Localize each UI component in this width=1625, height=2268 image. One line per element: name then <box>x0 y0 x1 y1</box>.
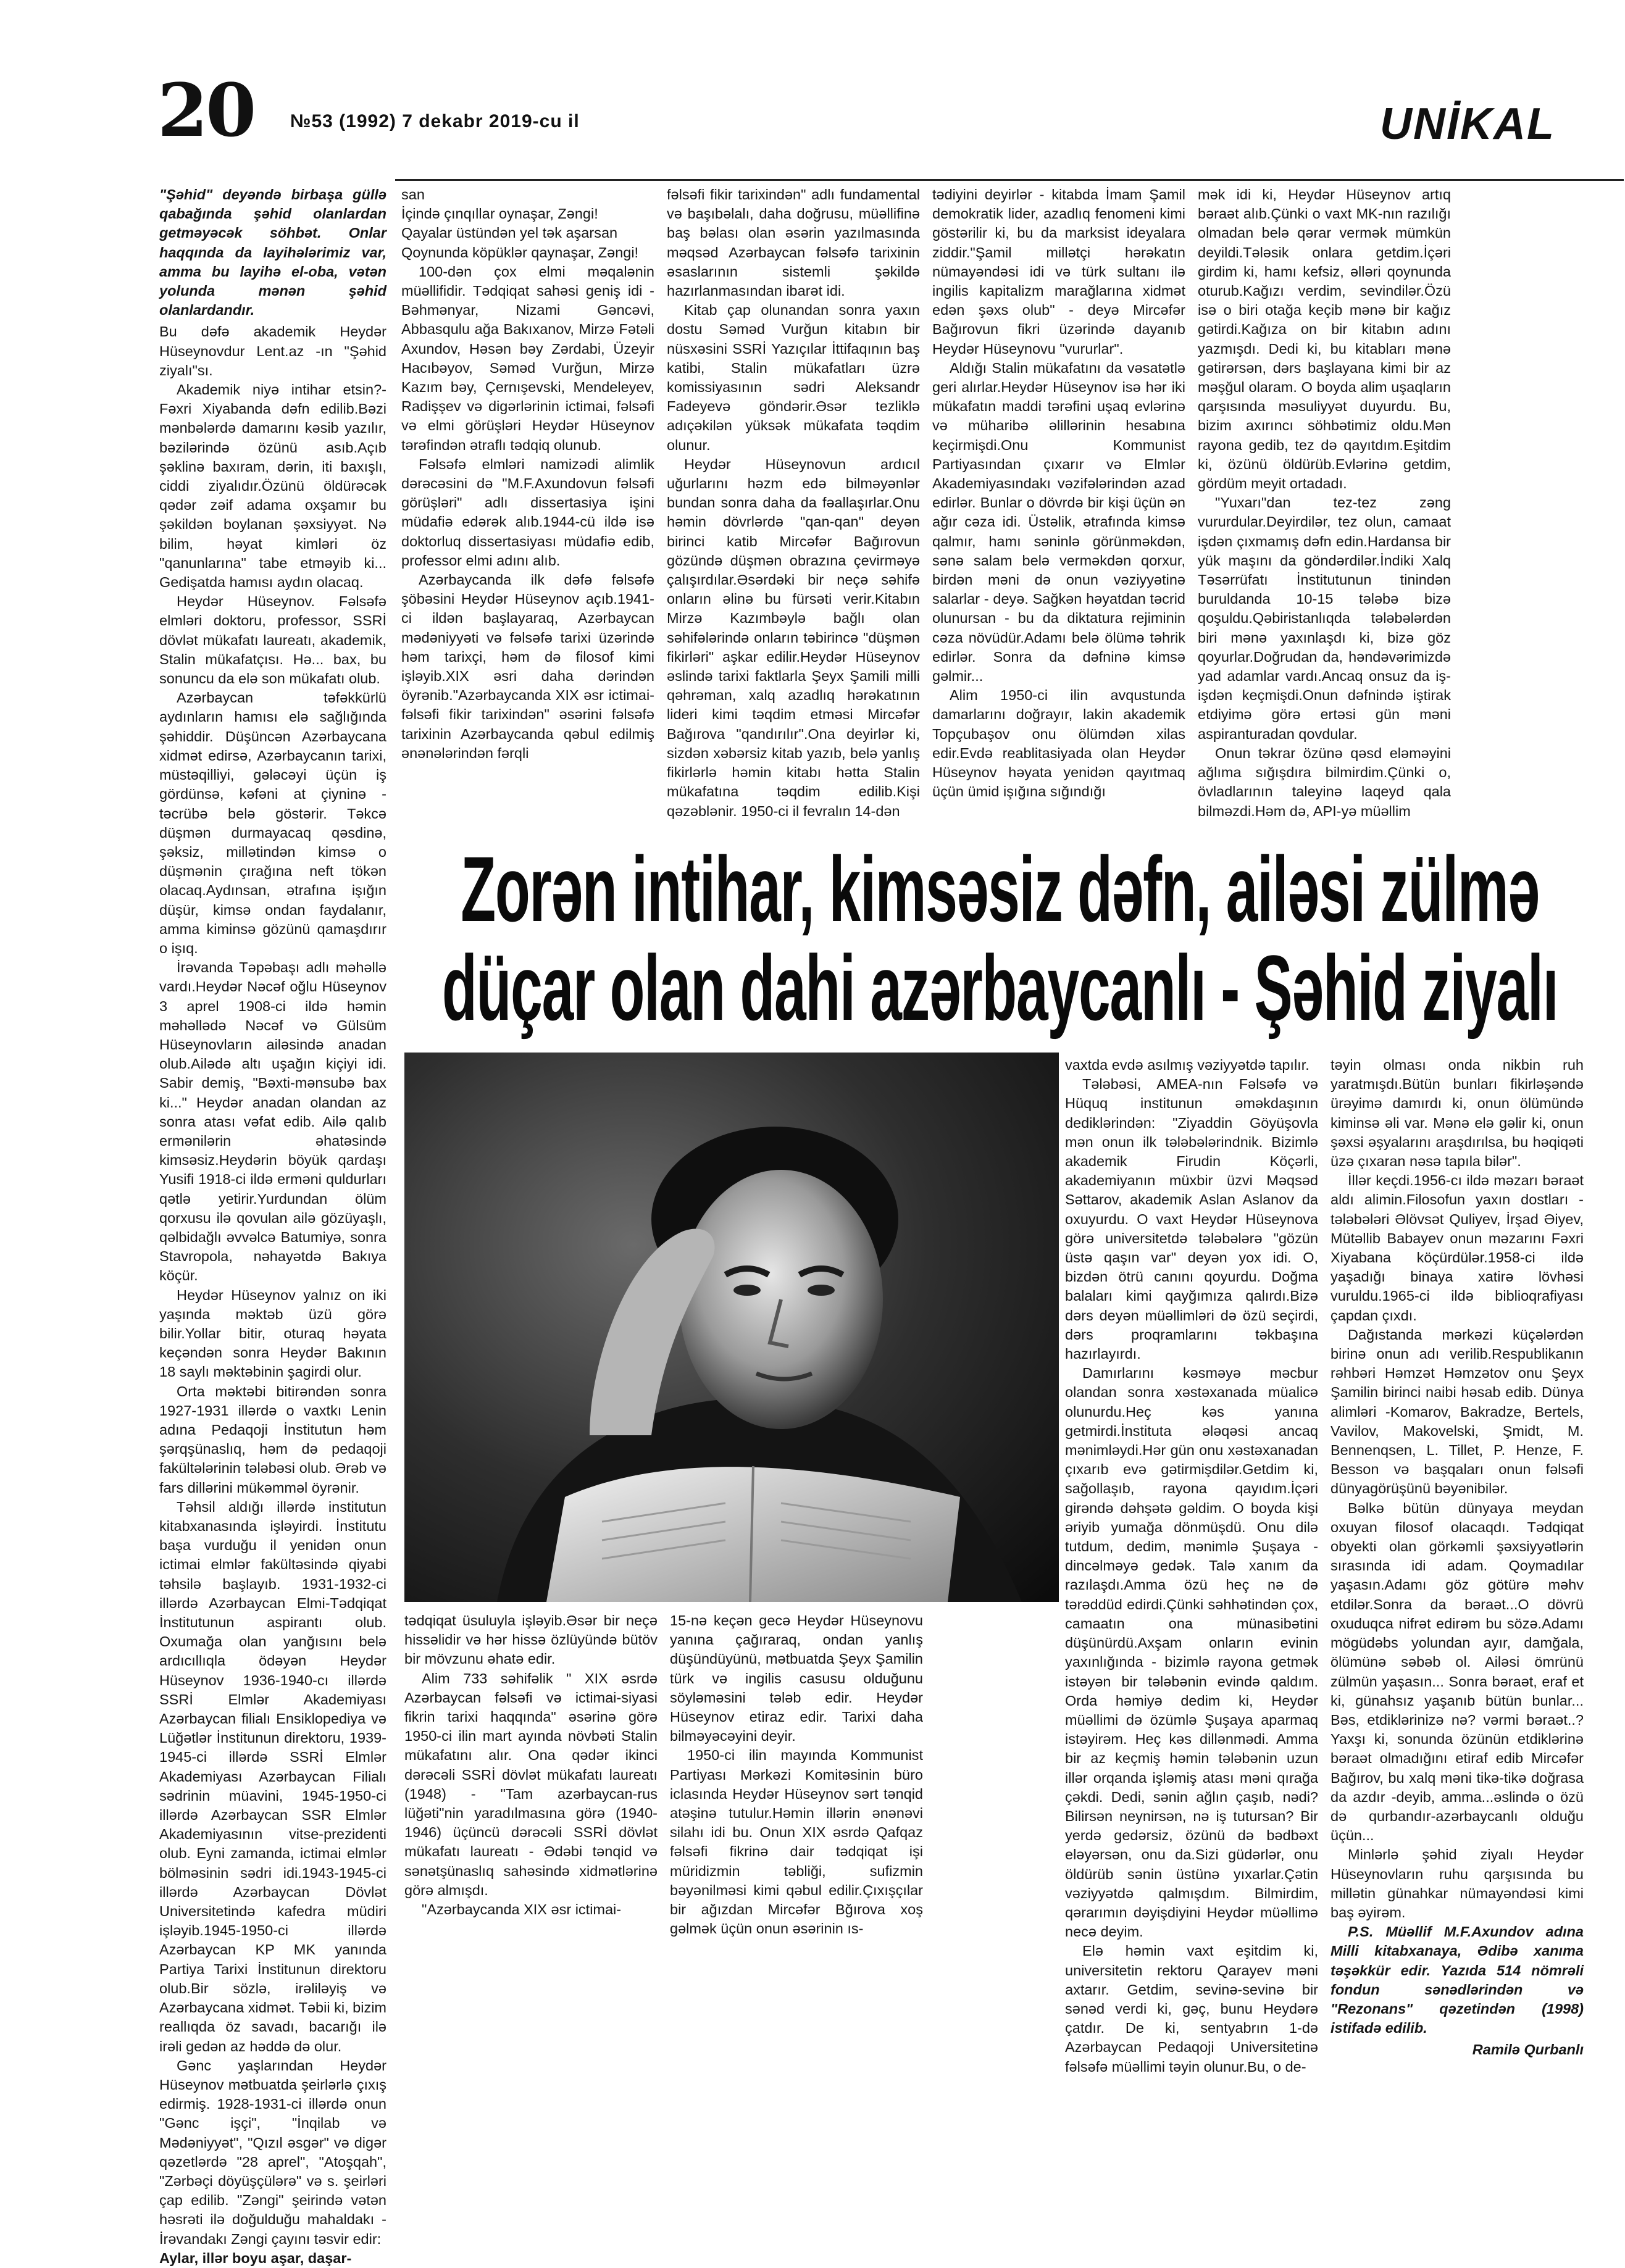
article-headline <box>395 837 1605 1040</box>
paragraph: Orta məktəbi bitirəndən sonra 1927-1931 illərdə o vaxtkı Lenin adına Pedaqoji İnstitutun həm şərqşünaslıq, həm də pedaqoji fakültələrinin tələbəsi olub. Ərəb və fars dillərini mükəmməl öyrənir. <box>159 1383 386 1496</box>
paragraph: 15-nə keçən gecə Heydər Hüseynovu yanına çağıraraq, ondan yanlış düşündüyünü, mətbuatda Şeyx Şamilin türk və ingilis casusu olduğunu söyləməsini tələb edir. Heydər Hüseynov etiraz edir. Tarixi daha bilməyəcəyini deyir. <box>670 1612 923 1745</box>
column-1 <box>159 185 386 2268</box>
paragraph: Aldığı Stalin mükafatını da vəsatətlə geri alırlar.Heydər Hüseynov isə hər iki mükafatın maddi tərəfini uşaq evlərinə və müharibə əlillərinin hesabına keçirmişdi.Onu Kommunist Partiyasından çıxarır və Elmlər Akademiyasındakı vəzifələrindən azad edirlər. Bunlar o dövrdə bir kişi üçün ən ağır cəza idi. Üstəlik, ətrafında kimsə qalmır, hamı səninlə görünməkdən, sənə salam belə verməkdən qorxur, birdən məni də onun vəziyyətinə salarlar - deyə. Sağkən həyatdan təcrid olunursan - bu da diktatura rejiminin cəza növüdür.Adamı belə ölümə təhrik edirlər. Sonra da dəfninə kimsə gəlmir... <box>932 359 1185 685</box>
paragraph: Gənc yaşlarından Heydər Hüseynov mətbuatda şeirlərlə çıxış edirmiş. 1928-1931-ci illərdə onun "Gənc işçi", "İnqilab və Mədəniyyət", "Qızıl əsgər" və digər qəzetlərdə "28 aprel", "Atoşqah", "Zərbəçi döyüşçülərə" və s. şeirləri çap edilib. "Zəngi" şeirində vətən həsrəti ilə doğulduğu mahaldakı - İrəvandakı Zəngi çayını təsvir edir: <box>159 2057 386 2247</box>
paragraph: Damırlarını kəsməyə məcbur olandan sonra xəstəxanada müalicə olunurdu.Heç kəs yanına getmirdi.İnstituta ələqəsi ancaq mənimləydi.Hər gün onu xəstəxanadan çıxarıb evə gətirmişdilər.Getdim ki, sağollaşıb, rayona qayıdım.İçəri girəndə dəhşətə gəldim. O boyda kişi əriyib yumağa dönmüşdü. Onu dilə tutdum, dedim, mənimlə Şuşaya - dincəlməyə gedək. Talə xanım da razılaşdı.Amma özü heç nə də tərəddüd edirdi.Çünki səhhətindən çox, camaatın ona münasibətini düşünürdü.Axşam onların evinin yaxınlığında - bizimlə rayona getmək istəyən bir tələbənin evində qaldım. Orda həmiyə dedim ki, Heydər müəllimi də özümlə Şuşaya aparmaq istəyirəm. Heç kəs dillənmədi. Amma bir az keçmiş həmin tələbənin uzun illər orqanda işləmiş atası məni qırağa çəkdi. Dedi, sənin ağlın çaşıb, nədi? Bilirsən neynirsən, nə iş tutursan? Bir yerdə gedərsiz, özünü də bədbəxt eləyərsən, onu da.Sizi güdərlər, onu öldürüb sənin üstünə yıxarlar.Çətin vəziyyətdə qalmışdım. Bilmirdim, qərarımın dəyişdiyini Heydər müəllimə necə deyim. <box>1065 1365 1318 1940</box>
column-4-bottom <box>670 1611 923 1938</box>
poem-line: İçində çınqıllar oynaşar, Zəngi! <box>401 206 598 222</box>
paragraph: Akademik niyə intihar etsin?- Fəxri Xiyabanda dəfn edilib.Bəzi mənbələrdə damarını kəsib yazılır, bəzilərində özünü asıb.Açıb şəklinə baxıram, dərin, iti baxışlı, ciddi ziyalıdır.Özünü öldürəcək qədər zəif adama oxşamır bu şəkildən boylanan şəxsiyyət. Nə bilim, həyat kimləri öz "qanunlarına" tabe etməyib ki... Gedişatda hamısı aydın olacaq. <box>159 381 386 591</box>
paragraph: 1950-ci ilin mayında Kommunist Partiyası Mərkəzi Komitəsinin büro iclasında Heydər Hüseynov sərt tənqid atəşinə tutulur.Həmin illərin ənənəvi silahı idi bu. Onun XIX əsrdə Qafqaz fəlsəfi fikrinə dair tədqiqat işi müridizmin təbliği, sufizmin bəyənilməsi kimi qəbul edilir.Çıxışçılar bir ağızdan Mircəfər Bğırova xoş gəlmək üçün onun əsərinin ıs- <box>670 1747 923 1937</box>
poem-line: Qayalar üstündən yel tək aşarsan <box>401 225 618 241</box>
column-5-bottom <box>1065 1056 1318 2077</box>
column-3-top <box>667 185 920 821</box>
paragraph: tədqiqat üsuluyla işləyib.Əsər bir neçə hissəlidir və hər hissə özlüyündə bütöv bir mövzunu əhatə edir. <box>404 1612 658 1667</box>
paragraph: Bəlkə bütün dünyaya meydan oxuyan filosof olacaqdı. Tədqiqat obyekti olan görkəmli şəxsiyyətlərin sırasında idi adam. Qoymadılar yaşasın.Adamı göz götürə məhv etdilər.Sonra da bəraət...O dövrü oxuduqca nifrət edirəm bu sözə.Adamı mögüdəbs yolundan ayır, damğala, ölümünə səbəb ol. Ailəsi ömrünü zülmün yaşasın... Sonra bəraət, eraf et ki, günahsız yaşanıb bütün bunlar... Bəs, etdiklərinizə nə? vərmi bəraət..? Yaxşı ki, sonunda özünün etdiklərinə bəraət olmadığını etiraf edib Mircəfər Bağırov, bu xalq məni tikə-tikə doğrasa da azdır -deyib, amma...əslində o özü də qurbandır-azərbaycanlı olduğu üçün... <box>1330 1499 1584 1844</box>
headline-line-2: düçar olan dahi azərbaycanlı - Şəhid ziyalı <box>441 936 1558 1040</box>
paragraph: Heydər Hüseynov yalnız on iki yaşında məktəb üzü görə bilir.Yollar bitir, oturaq həyata keçəndən sonra Heydər Bakının 18 saylı məktəbinin şagirdi olur. <box>159 1286 386 1380</box>
paragraph: Elə həmin vaxt eşitdim ki, universitetin rektoru Qarayev məni axtarır. Getdim, sevinə-sevinə bir sənəd verdi ki, gəç, bunu Heydərə çatdır. De ki, sentyabrın 1-də Azərbaycan Pedaqoji Universitetinə fəlsəfə müəllimi təyin olunur.Bu, o de- <box>1065 1943 1318 2075</box>
paragraph: Onun təkrar özünə qəsd eləməyini ağlıma sığışdıra bilmirdim.Çünki o, övladlarının taleyinə laqeyd qala bilməzdi.Həm də, API-yə müəllim <box>1198 744 1451 819</box>
poem-line: san <box>401 186 425 202</box>
paragraph: fəlsəfi fikir tarixindən" adlı fundamental və başıbəlalı, daha doğrusu, müəllifinə baş bəlası olan əsərin yazılmasında məqsəd Azərbaycan fəlsəfə tarixinin əsaslarının sistemli şəkildə hazırlanmasından ibarət idi. <box>667 186 920 299</box>
article-lead: "Şəhid" deyəndə birbaşa güllə qabağında şəhid olanlardan getməyəcək söhbət. Onlar haqqında da layihələrimiz var, amma bu layihə el-oba, vətən yolunda mənən şəhid olanlardandır. <box>159 186 386 319</box>
paragraph: Azərbaycanda ilk dəfə fəlsəfə şöbəsini Heydər Hüseynov açıb.1941-ci ildən başlayaraq, Azərbaycan mədəniyyəti və fəlsəfə tarixi üzərində həm tarixçi, həm də filosof kimi işləyib.XIX əsri daha dərindən öyrənib."Azərbaycanda XIX əsr ictimai-fəlsəfi fikir tarixindən" əsərini fəlsəfə tarixinin Azərbaycanda qəbul edilmiş ənənələrindən fərqli <box>401 572 654 761</box>
paragraph: İllər keçdi.1956-cı ildə məzarı bəraət aldı alimin.Filosofun yaxın dostları - tələbələri Əlövsət Quliyev, İrşad Əiyev, Mütəllib Babayev onun məzarını Fəxri Xiyabana köçürdülər.1958-ci ildə yaşadığı binaya xatirə lövhəsi vuruldu.1965-ci ildə biblioqrafiyası çapdan çıxdı. <box>1330 1172 1584 1324</box>
paragraph: Kitab çap olunandan sonra yaxın dostu Səməd Vurğun kitabın bir nüsxəsini SSRİ Yazıçılar İttifaqının baş katibi, Stalin mükafatları üzrə komissiyasının sədri Aleksandr Fadeyevə göndərir.Əsər tezliklə adıçəkilən yüksək mükafata təqdim olunur. <box>667 302 920 453</box>
paragraph: İrəvanda Təpəbaşı adlı məhəllə vardı.Heydər Nəcəf oğlu Hüseynov 3 aprel 1908-ci ildə həmin məhəllədə Nəcəf və Gülsüm Hüseynovların ailəsində anadan olub.Ailədə altı uşağın kiçiyi idi. Sabir demiş, "Bəxti-mənsubə bax ki..." Heydər anadan olandan az sonra atası vəfat edib. Ailə qalıb ermənilərin əhatəsində kimsəsiz.Heydərin böyük qardaşı Yusifi 1918-ci ildə erməni quldurları qətlə yetirir.Yurdundan ölüm qorxusu ilə qovulan ailə gözüyaşlı, qəlbidağlı əvvəlcə Batumiyə, sonra Stavropola, nəhayətdə Bakıya köçür. <box>159 959 386 1284</box>
issue-date-line: №53 (1992) 7 dekabr 2019-cu il <box>290 111 580 131</box>
headline-line-1: Zorən intihar, kimsəsiz dəfn, ailəsi zülmə <box>461 837 1539 941</box>
paragraph: Minlərlə şəhid ziyalı Heydər Hüseynovların ruhu qarşısında bu millətin günahkar nümayəndəsi kimi baş əyirəm. <box>1330 1846 1584 1920</box>
poem-continuation-line: Aylar, illər boyu aşar, daşar- <box>159 2249 352 2266</box>
paragraph: mək idi ki, Heydər Hüseynov artıq bəraət alıb.Çünki o vaxt MK-nın razılığı olmadan belə qərar vermək mümkün deyildi.Tələsik onlara getdim.İçəri girdim ki, hamı kefsiz, əlləri qoynunda oturub.Kağızı verdim, sevindilər.Özü isə o biri otağa keçib mənə bir kağız gətirdi.Kağıza on bir kitabın adını yazmışdı. Dedi ki, bu kitabları mənə gətirərsən, dərs başlayana kimi bir az məşğul olaram. O boyda alim uşaqların qarşısında məsuliyyət duyurdu. Bu, bizim axırıncı söhbətimiz oldu.Mən rayona gedib, tez də qayıtdım.Eşitdim ki, özünü öldürüb.Evlərinə getdim, gördüm meyit ortadadı. <box>1198 186 1451 492</box>
column-4-top <box>932 185 1185 802</box>
poem-line: Qoynunda köpüklər qaynaşar, Zəngi! <box>401 244 639 261</box>
author-signature: Ramilə Qurbanlı <box>1472 2041 1584 2058</box>
paragraph: Bu dəfə akademik Heydər Hüseynovdur Lent.az -ın "Şəhid ziyalı"sı. <box>159 323 386 378</box>
paragraph: Heydər Hüseynov. Fəlsəfə elmləri doktoru, professor, SSRİ dövlət mükafatı laureatı, akademik, Stalin mükafatçısı. Hə... bax, bu sonuncu da elə son mükafatı olub. <box>159 593 386 687</box>
column-6-bottom <box>1330 1056 1584 2060</box>
portrait-photo-icon <box>404 1053 1059 1602</box>
paragraph: Alim 1950-ci ilin avqustunda damarlarını doğrayır, lakin akademik Topçubaşov onu ölümdən xilas edir.Evdə reablitasiyada olan Heydər Hüseynov həyata yenidən qayıtmaq üçün ümid işığına sığındığı <box>932 687 1185 800</box>
paragraph: təyin olması onda nikbin ruh yaratmışdı.Bütün bunları fikirləşəndə ürəyimə damırdı ki, onun ölümündə kiminsə əli var. Mənə elə gəlir ki, onun şəxsi əşyalarını araşdırılsa, bu həqiqəti üzə çıxaran nəsə tapıla bilər". <box>1330 1057 1584 1170</box>
paragraph: "Yuxarı"dan tez-tez zəng vururdular.Deyirdilər, tez olun, camaat işdən çıxmamış dəfn edin.Hardansa bir yük maşını da göndərdilər.İndiki Xalq Təsərrüfatı İnstitutunun tinindən buruldanda 10-15 tələbə bizə qoşuldu.Qəbiristanlıqda tələbələrdən biri mənə yaxınlaşdı ki, bizə göz qoyurlar.Doğrudan da, həndəvərimizdə yad adamlar vardı.Ancaq onsuz da iş-işdən keçmişdi.Onun dəfnində iştirak etdiyimə görə ertəsi gün məni aspiranturadan qovdular. <box>1198 494 1451 742</box>
paragraph: 100-dən çox elmi məqalənin müəllifidir. Tədqiqat sahəsi geniş idi - Bəhmənyar, Nizami Gəncəvi, Abbasqulu ağa Bakıxanov, Mirzə Fətəli Axundov, Həsən bəy Zərdabi, Üzeyir Hacıbəyov, Səməd Vurğun, Mirzə Kazım bəy, Çernışevski, Mendeleyev, Radişşev və digərlərinin ictimai, fəlsəfi və elmi görüşləri Heydər Hüseynov tərəfindən ətraflı tədqiq olunub. <box>401 263 654 453</box>
column-3-bottom <box>404 1611 658 1919</box>
paragraph: tədiyini deyirlər - kitabda İmam Şamil demokratik lider, azadlıq fenomeni kimi göstərilir ki, bu da marksist ideyalara ziddir."Şamil millətçi hərəkatın nümayəndəsi idi və türk sultanı ilə ingilis kapitalizm marağlarına xidmət edən şəxs olub" - deyə Mircəfər Bağırovun fikri üzərində dayanıb Heydər Hüseynovu "vururlar". <box>932 186 1185 357</box>
paragraph: vaxtda evdə asılmış vəziyyətdə tapılır. <box>1065 1057 1310 1073</box>
newspaper-masthead-logo: UNİKAL <box>1380 99 1555 149</box>
portrait-photo <box>404 1053 1059 1602</box>
paragraph: Tələbəsi, AMEA-nın Fəlsəfə və Hüquq institunun əməkdaşının dediklərindən: "Ziyaddin Göyüşovla mən onun ilk tələbələrindnik. Bizimlə akademik Firudin Köçərli, akademiyanın müxbir üzvi Məqsəd Səttarov, akademik Aslan Aslanov da oxuyurdu. O vaxt Heydər Hüseynova görə universitetdə tələbələrə "gözün üstə qaşın var" deyən yox idi. O, bizdən ötrü canını qoyurdu. Doğma balaları kimi qayğımıza qalırdı.Bizə dərs deyən müəllimləri də özü seçirdi, dərs proqramlarını təkbaşına hazırlayırdı. <box>1065 1076 1318 1362</box>
paragraph: Heydər Hüseynovun ardıcıl uğurlarını həzm edə bilməyənlər bundan sonra daha da fəallaşırlar.Onu həmin dövrlərdə "qan-qan" deyən birinci katib Mircəfər Bağırovun gözündə düşmən obrazına çevirməyə çalışırdılar.Əsərdəki bir neçə səhifə onların əlinə bu fürsəti verir.Kitabın Mirzə Kazımbəylə bağlı olan səhifələrində onların təbirincə "düşmən fikirləri" aşkar edilir.Heydər Hüseynov əslində tarixi faktlarla Şeyx Şamili milli qəhrəman, xalq azadlıq hərəkatının lideri kimi təqdim etməsi Mircəfər Bağırova "qandırılır".Ona deyirlər ki, sizdən xəbərsiz kitab yazıb, belə yanlış fikirlərlə həmin kitabı hətta Stalin mükafatına təqdim edilib.Kişi qəzəblənir. 1950-ci il fevralın 14-dən <box>667 456 920 819</box>
paragraph: Alim 733 səhifəlik " XIX əsrdə Azərbaycan fəlsəfi və ictimai-siyasi fikrin tarixi haqqında" əsərinə görə 1950-ci ilin mart ayında növbəti Stalin mükafatını alır. Ona qədər ikinci dərəcəli SSRİ dövlət mükafatı laureatı (1948) - "Tam azərbaycan-rus lüğəti"nin yaradılmasına görə (1940-1946) üçüncü dərəcəli SSRİ dövlət mükafatı laureatı - Ədəbi tənqid və sənətşünaslıq sahəsində xidmətlərinə görə almışdı. <box>404 1670 658 1898</box>
page-number: 20 <box>157 67 254 153</box>
column-2-top <box>401 185 654 763</box>
paragraph: "Azərbaycanda XIX əsr ictimai- <box>422 1901 622 1918</box>
column-5-top <box>1198 185 1451 821</box>
paragraph: Dağıstanda mərkəzi küçələrdən birinə onun adı verilib.Respublikanın rəhbəri Həmzət Həmzətov onu Şeyx Şamilin birinci naibi həsab edib. Dünya alimləri -Komarov, Bakradze, Bertels, Vavilov, Makovelski, Şmidt, M. Bennenqsen, L. Tillet, P. Henze, F. Besson və başqaları onun fəlsəfi dünyagörüşünü bəyənibilər. <box>1330 1326 1584 1497</box>
postscript: P.S. Müəllif M.F.Axundov adına Milli kitabxanaya, Ədibə xanıma təşəkkür edir. Yazıda 514 nömrəli fondun sənədlərindən və "Rezonans" qəzetindən (1998) istifadə edilib. <box>1330 1924 1584 2037</box>
paragraph: Azərbaycan təfəkkürlü aydınların hamısı elə sağlığında şəhiddir. Düşüncən Azərbaycana xidmət edirsə, Azərbaycanın tarixi, müstəqilliyi, gələcəyi üçün iş gördünsə, kəfəni at çiyninə - təcrübə belə göstərir. Təkcə düşmən durmayacaq qəsdinə, şəksiz, millətindən kimsə o düşmənin çırağına neft tökən olacaq.Aydınsan, ətrafına işığın düşür, kimsə ondan faydalanır, amma kiminsə gözünü qamaşdırır o işıq. <box>159 690 386 956</box>
paragraph: Fəlsəfə elmləri namizədi alimlik dərəcəsini də "M.F.Axundovun fəlsəfi görüşləri" adlı dissertasiya işini müdafiə edərək alıb.1944-cü ildə isə doktorluq dissertasiyası müdafiə edib, professor elmi adını alıb. <box>401 456 654 569</box>
paragraph: Təhsil aldığı illərdə institutun kitabxanasında işləyirdi. İnstitutu başa vurduğu il yenidən onun ictimai elmlər fakültəsində qiyabi təhsilə başlayıb. 1931-1932-ci illərdə Azərbaycan Elmi-Tədqiqat İnstitutunun aspirantı olub. Oxumağa olan yanğısını belə ardıcıllıqla ödəyən Heydər Hüseynov 1936-1940-cı illərdə SSRİ Elmlər Akademiyası Azərbaycan filialı Ensiklopediya və Lüğətlər İnstitunun direktoru, 1939-1945-ci illərdə SSRİ Elmlər Akademiyası Azərbaycan Filialı sədrinin müavini, 1945-1950-ci illərdə Azərbaycan SSR Elmlər Akademiyasının vitse-prezidenti olub. Eyni zamanda, ictimai elmlər bölməsinin sədri idi.1943-1945-ci illərdə Azərbaycan Dövlət Universitetində kafedra müdiri işləyib.1945-1950-ci illərdə Azərbaycan KP MK yanında Partiya Tarixi İnstitunun direktoru olub.Bir sözlə, irəliləyiş və Azərbaycana xidmət. Təbii ki, bizim reallıqda öz savadı, bacarığı ilə irəli gedən az həddə də olur. <box>159 1498 386 2054</box>
header-rule <box>395 179 1624 181</box>
